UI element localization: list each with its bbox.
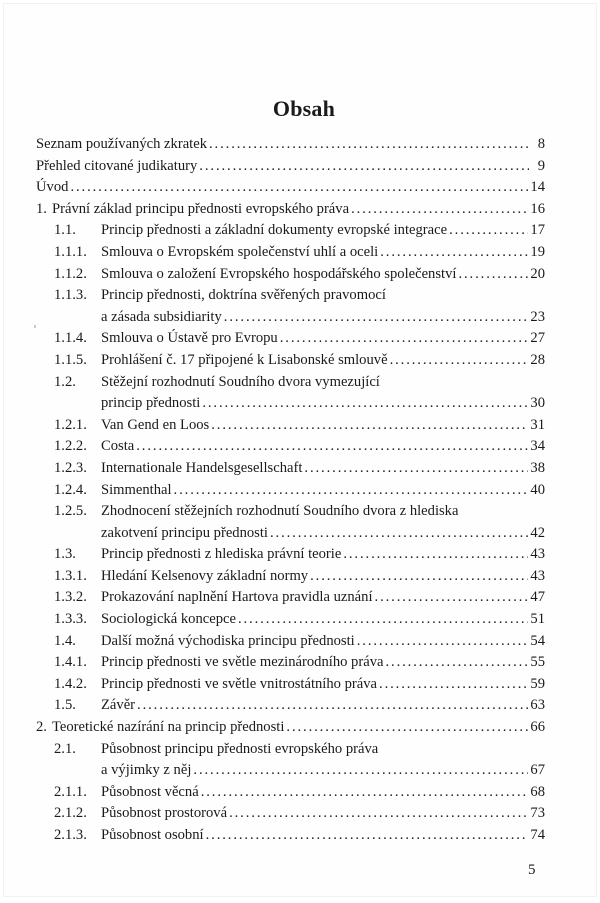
toc-entry-page: 59 <box>530 675 545 692</box>
toc-entry-number: 1.3.2. <box>54 589 87 606</box>
toc-entry[interactable] <box>36 177 545 199</box>
toc-entry-number: 1.2.1. <box>54 416 87 433</box>
dot-leader <box>375 587 529 609</box>
toc-entry-number: 1.4.1. <box>54 654 87 671</box>
dot-leader <box>385 652 528 674</box>
toc-entry-number: 1.2.5. <box>54 503 87 520</box>
toc-entry-number: 2.1.2. <box>54 805 87 822</box>
toc-entry-title: Smlouva o Ústavě pro Evropu <box>101 330 278 347</box>
toc-entry-continuation[interactable] <box>36 393 545 415</box>
dot-leader <box>380 242 528 264</box>
toc-entry-page: 73 <box>530 805 545 822</box>
toc-entry-page: 66 <box>530 719 545 736</box>
toc-entry-title: Princip přednosti ve světle vnitrostátního práva <box>101 675 378 692</box>
dot-leader <box>211 415 528 437</box>
toc-entry-page: 47 <box>530 589 545 606</box>
dot-leader <box>449 220 528 242</box>
page-title: Obsah <box>272 96 336 121</box>
toc-entry-page: 68 <box>530 783 545 800</box>
toc-entry-title: Internationale Handelsgesellschaft <box>101 459 303 476</box>
toc-entry-title: Princip přednosti z hlediska právní teorie <box>101 546 342 563</box>
toc-entry-page: 20 <box>530 265 545 282</box>
toc-entry-number: 1.3. <box>54 546 76 563</box>
dot-leader <box>286 717 528 739</box>
dot-leader <box>206 825 529 847</box>
toc-entry-number: 1.2.3. <box>54 459 87 476</box>
toc-entry-number: 2.1. <box>54 740 76 757</box>
toc-entry-title-continued: princip přednosti <box>101 395 201 412</box>
toc-entry-number: 2.1.3. <box>54 827 87 843</box>
toc-entry[interactable] <box>36 501 545 523</box>
toc-entry-title: Stěžejní rozhodnutí Soudního dvora vymezující <box>101 373 380 390</box>
toc-entry-number: 1.2.4. <box>54 481 87 498</box>
dot-leader <box>224 307 529 329</box>
toc-entry-title: Princip přednosti, doktrína svěřených pravomocí <box>101 287 386 304</box>
toc-entry-number: 2. <box>36 719 47 736</box>
toc-entry-title: Závěr <box>101 697 136 714</box>
toc-entry[interactable] <box>36 285 545 307</box>
toc-entry-page: 51 <box>530 611 545 628</box>
toc-entry-title: Van Gend en Loos <box>101 416 210 433</box>
toc-entry-number: 1.2.2. <box>54 438 87 455</box>
toc-entry[interactable] <box>36 566 545 588</box>
toc-entry-page: 54 <box>530 632 545 649</box>
toc-entry-number: 1.2. <box>54 373 76 390</box>
toc-entry[interactable] <box>36 264 545 286</box>
toc-entry-page: 16 <box>530 200 545 217</box>
toc-entry-number: 1.1. <box>54 222 76 239</box>
toc-entry-page: 8 <box>537 136 545 152</box>
toc-entry-title: Teoretické nazírání na princip přednosti <box>52 719 285 736</box>
toc-entry-page: 34 <box>530 438 545 455</box>
toc-entry-title: Působnost principu přednosti evropského práva <box>101 740 379 757</box>
toc-entry[interactable] <box>36 825 545 847</box>
page-number: 5 <box>528 862 536 878</box>
toc-entry-page: 9 <box>537 157 545 174</box>
toc-entry-title: Úvod <box>36 179 69 196</box>
toc-entry-continuation[interactable] <box>36 523 545 545</box>
toc-entry-page: 27 <box>530 330 545 347</box>
toc-entry[interactable] <box>36 739 545 761</box>
toc-entry-number: 2.1.1. <box>54 783 87 800</box>
toc-entry-number: 1.1.3. <box>54 287 87 304</box>
toc-entry[interactable] <box>36 242 545 264</box>
dot-leader <box>379 674 528 696</box>
toc-entry[interactable] <box>36 587 545 609</box>
toc-entry-title: Zhodnocení stěžejních rozhodnutí Soudního dvora z hlediska <box>101 503 459 520</box>
toc-entry-title-continued: a výjimky z něj <box>101 762 192 779</box>
toc-entry-page: 55 <box>530 654 545 671</box>
toc-entry-page: 43 <box>530 546 545 563</box>
toc-entry-page: 74 <box>530 827 545 843</box>
toc-entry-title: Působnost věcná <box>101 783 199 800</box>
dot-leader <box>458 264 528 286</box>
toc-entry[interactable] <box>36 674 545 696</box>
toc-entry-title: Působnost osobní <box>101 827 204 843</box>
dot-leader <box>136 436 528 458</box>
toc-entry-page: 23 <box>530 308 545 325</box>
toc-entry-title: Simmenthal <box>101 481 172 498</box>
toc-entry[interactable] <box>36 717 545 739</box>
toc-entry[interactable] <box>36 372 545 394</box>
toc-entry-title: Princip přednosti a základní dokumenty evropské integrace <box>101 222 448 239</box>
toc-entry-number: 1.4.2. <box>54 675 87 692</box>
toc-entry-title: Smlouva o založení Evropského hospodářského společenství <box>101 265 457 282</box>
toc-entry-title: Princip přednosti ve světle mezinárodního práva <box>101 654 384 671</box>
dot-leader <box>343 544 528 566</box>
toc-entry-page: 30 <box>530 395 545 412</box>
toc-entry[interactable] <box>36 609 545 631</box>
toc-entry-title: Sociologická koncepce <box>101 611 236 628</box>
toc-entry-number: 1.1.1. <box>54 243 87 260</box>
toc-entry-continuation[interactable] <box>36 760 545 782</box>
toc-entry[interactable] <box>36 415 545 437</box>
toc-entry-title: Prohlášení č. 17 připojené k Lisabonské smlouvě <box>101 351 388 368</box>
toc-entry-page: 67 <box>530 762 545 779</box>
toc-entry-number: 1.3.1. <box>54 567 87 584</box>
toc-entry-number: 1.1.2. <box>54 265 87 282</box>
dot-leader <box>193 760 528 782</box>
dot-leader <box>390 350 529 372</box>
toc-entry[interactable] <box>36 328 545 350</box>
toc-entry-title: Právní základ principu přednosti evropského práva <box>52 200 350 217</box>
toc-entry-page: 28 <box>530 351 545 368</box>
toc-entry[interactable] <box>36 220 545 242</box>
toc-entry[interactable] <box>36 458 545 480</box>
dot-leader <box>270 523 528 545</box>
dot-leader <box>310 566 528 588</box>
toc-entry-page: 19 <box>530 243 545 260</box>
toc-entry-page: 40 <box>530 481 545 498</box>
toc-entry[interactable] <box>36 544 545 566</box>
toc-entry[interactable] <box>36 156 545 178</box>
toc-entry[interactable] <box>36 134 545 156</box>
toc-entry-number: 1.1.5. <box>54 351 87 368</box>
toc-entry[interactable] <box>36 803 545 825</box>
toc-entry-title: Prokazování naplnění Hartova pravidla uznání <box>101 589 373 606</box>
dot-leader <box>238 609 528 631</box>
toc-entry-title: Hledání Kelsenovy základní normy <box>101 567 309 584</box>
toc-entry-page: 14 <box>530 179 545 196</box>
toc-entry-title: Další možná východiska principu přednosti <box>101 632 355 649</box>
toc-entry[interactable] <box>36 782 545 804</box>
toc-entry-title: Costa <box>101 438 135 455</box>
toc-entry[interactable] <box>36 350 545 372</box>
dot-leader <box>357 631 529 653</box>
dot-leader <box>199 156 529 178</box>
scan-speck <box>34 325 36 328</box>
toc-entry-title-continued: a zásada subsidiarity <box>101 308 222 325</box>
dot-leader <box>209 134 529 156</box>
toc-entry-page: 43 <box>530 567 545 584</box>
toc-entry[interactable] <box>36 480 545 502</box>
dot-leader <box>304 458 528 480</box>
dot-leader <box>280 328 529 350</box>
toc-entry-title: Seznam používaných zkratek <box>36 136 207 152</box>
dot-leader <box>351 199 528 221</box>
toc-entry-page: 31 <box>530 416 545 433</box>
dot-leader <box>201 782 529 804</box>
toc-entry[interactable] <box>36 436 545 458</box>
toc-entry[interactable] <box>36 631 545 653</box>
toc-entry[interactable] <box>36 652 545 674</box>
toc-entry-title: Smlouva o Evropském společenství uhlí a oceli <box>101 243 379 260</box>
toc-entry-number: 1. <box>36 200 47 217</box>
toc-entry-number: 1.4. <box>54 632 76 649</box>
dot-leader <box>229 803 528 825</box>
dot-leader <box>137 695 528 717</box>
toc-entry-title: Působnost prostorová <box>101 805 228 822</box>
toc-entry-page: 38 <box>530 459 545 476</box>
toc-entry[interactable] <box>36 695 545 717</box>
table-of-contents <box>36 134 545 847</box>
toc-entry-number: 1.3.3. <box>54 611 87 628</box>
toc-entry-title-continued: zakotvení principu přednosti <box>101 524 268 541</box>
dot-leader <box>174 480 529 502</box>
toc-entry-continuation[interactable] <box>36 307 545 329</box>
toc-entry-title: Přehled citované judikatury <box>36 157 198 174</box>
toc-entry-page: 17 <box>530 222 545 239</box>
dot-leader <box>70 177 528 199</box>
document-page <box>3 3 597 897</box>
toc-entry[interactable] <box>36 199 545 221</box>
dot-leader <box>202 393 528 415</box>
toc-entry-number: 1.5. <box>54 697 76 714</box>
toc-entry-number: 1.1.4. <box>54 330 87 347</box>
toc-entry-page: 42 <box>530 524 545 541</box>
toc-entry-page: 63 <box>530 697 545 714</box>
